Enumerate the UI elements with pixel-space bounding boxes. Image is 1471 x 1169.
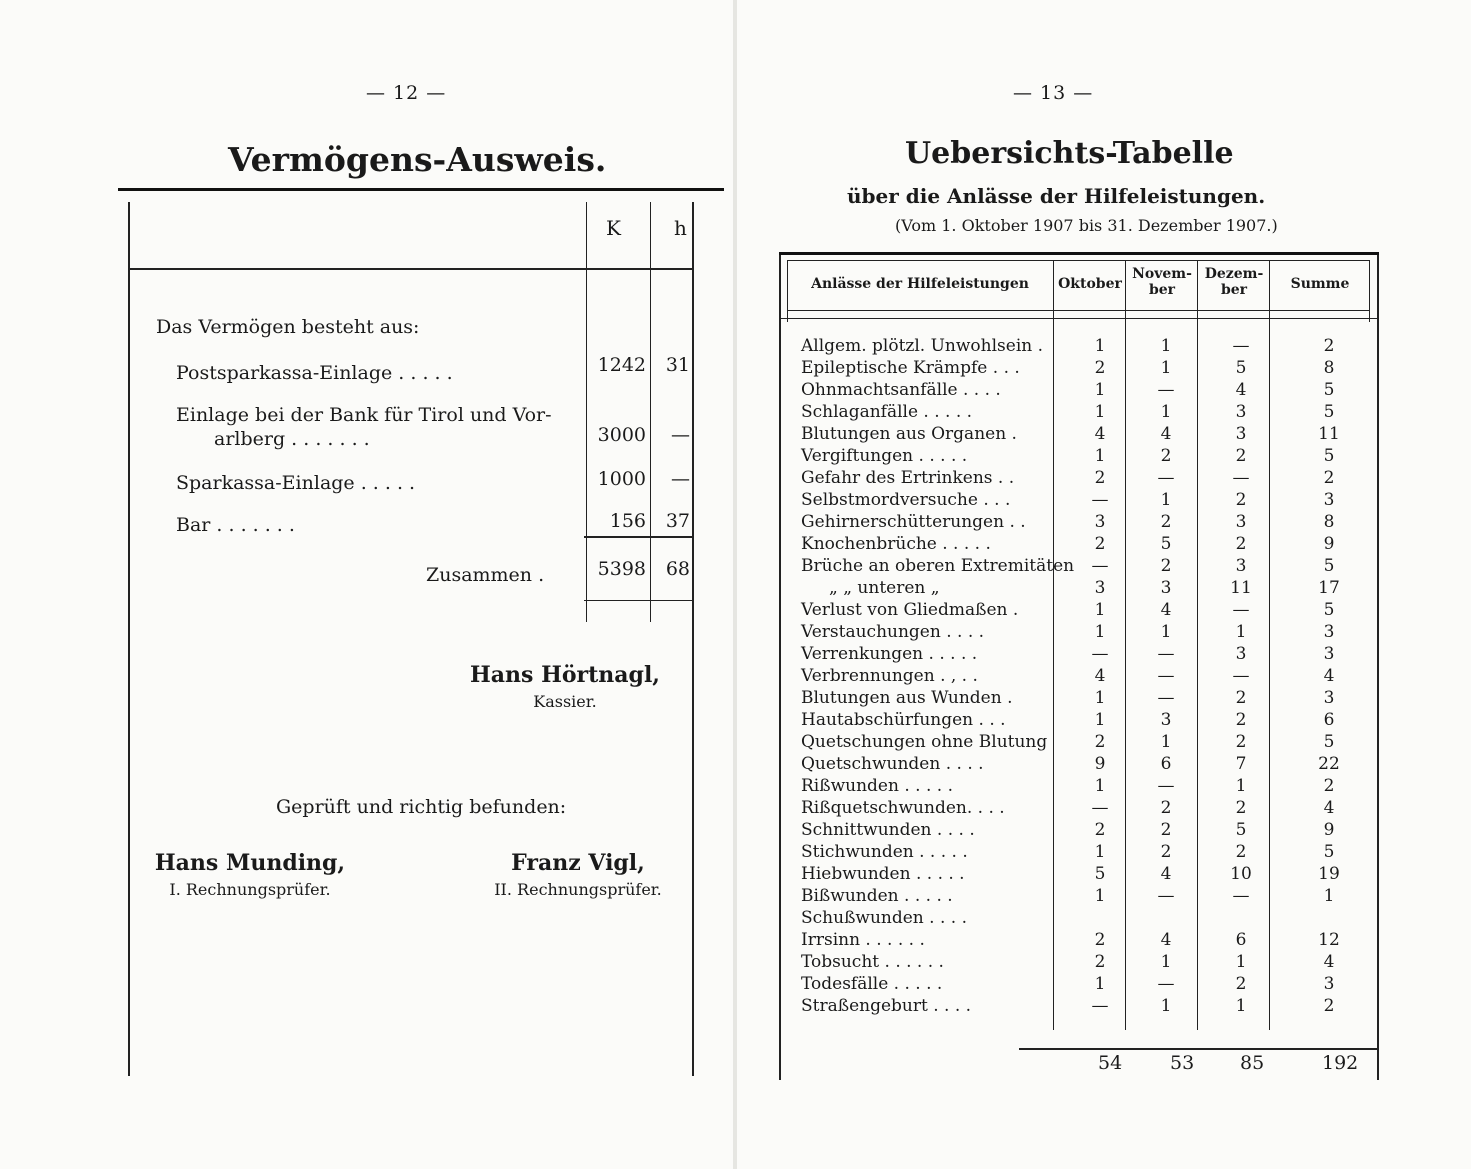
total-sum: 192 [1322,1052,1359,1074]
row-dec: 3 [1235,512,1247,532]
sum-rule-bottom [584,600,694,601]
table-row [779,578,1379,600]
row-dec: 2 [1235,710,1247,730]
row-label: Quetschungen ohne Blutung [801,732,1048,752]
row-oct: 2 [1094,732,1106,752]
assets-statement [118,188,724,1076]
row-label: Verrenkungen . . . . . [801,644,978,664]
table-row [779,490,1379,512]
row-oct: 2 [1094,358,1106,378]
row-nov: — [1157,468,1175,488]
row-label: Tobsucht . . . . . . [801,952,944,972]
row-nov: 2 [1160,798,1172,818]
row-sum: 5 [1323,556,1335,576]
item-h: — [671,468,690,490]
auditor1-signature [140,850,360,899]
table-row [779,798,1379,820]
table-row [779,534,1379,556]
row-sum: 3 [1323,622,1335,642]
row-dec: 7 [1235,754,1247,774]
table-top-rule [779,252,1379,255]
row-dec: 1 [1235,776,1247,796]
row-oct: — [1091,644,1109,664]
row-label: Schußwunden . . . . [801,908,967,928]
row-sum: 2 [1323,776,1335,796]
row-dec: 1 [1235,952,1247,972]
row-oct: 3 [1094,578,1106,598]
row-label: Irrsinn . . . . . . [801,930,925,950]
row-oct: 1 [1094,842,1106,862]
item-h: — [671,424,690,446]
statement-right-border [692,202,694,1076]
row-oct: 1 [1094,336,1106,356]
row-label: Straßengeburt . . . . [801,996,972,1016]
header-sum: Summe [1290,276,1350,292]
row-dec: — [1232,886,1250,906]
item-h: 31 [665,354,690,376]
auditor2-signature [478,850,678,899]
row-sum: 4 [1323,798,1335,818]
table-row [779,402,1379,424]
row-nov: — [1157,886,1175,906]
row-dec: 3 [1235,402,1247,422]
total-k: 5398 [597,558,646,580]
header-top-rule [787,260,1370,261]
row-sum: 3 [1323,490,1335,510]
auditor1-name: Hans Munding, [154,850,346,876]
table-row [779,710,1379,732]
row-label: Brüche an oberen Extremitäten [801,556,1075,576]
row-sum: 3 [1323,644,1335,664]
row-nov: 1 [1160,732,1172,752]
row-nov: 1 [1160,622,1172,642]
row-nov: 4 [1160,930,1172,950]
row-dec: 4 [1235,380,1247,400]
row-nov: — [1157,380,1175,400]
row-nov: 2 [1160,512,1172,532]
row-sum: 8 [1323,512,1335,532]
row-oct: 3 [1094,512,1106,532]
row-dec: 3 [1235,644,1247,664]
item-label: Postsparkassa-Einlage . . . . . [176,362,453,384]
table-row [779,754,1379,776]
row-label: Hautabschürfungen . . . [801,710,1006,730]
row-oct: — [1091,798,1109,818]
header-november [1127,266,1197,298]
header-october: Oktober [1058,276,1122,292]
row-label: Gehirnerschütterungen . . [801,512,1026,532]
row-oct: 2 [1094,930,1106,950]
row-oct: 1 [1094,974,1106,994]
row-nov: 4 [1160,864,1172,884]
left-page [0,0,733,1169]
row-label: Rißwunden . . . . . [801,776,953,796]
row-sum: 8 [1323,358,1335,378]
row-sum: 2 [1323,996,1335,1016]
row-label: Allgem. plötzl. Unwohlsein . [801,336,1044,356]
row-label: Blutungen aus Organen . [801,424,1017,444]
row-label: Todesfälle . . . . . [801,974,943,994]
col-h-header: h [674,216,687,240]
row-nov: 6 [1160,754,1172,774]
total-october: 54 [1098,1052,1123,1074]
row-sum: 5 [1323,380,1335,400]
row-sum: 12 [1318,930,1340,950]
row-oct: 1 [1094,622,1106,642]
header-cause: Anlässe der Hilfeleistungen [811,276,1029,292]
row-dec: 6 [1235,930,1247,950]
total-h: 68 [665,558,690,580]
table-row [779,468,1379,490]
header-inner-left-rule [787,260,788,322]
item-k: 156 [609,510,646,532]
item-k: 3000 [597,424,646,446]
table-row [779,952,1379,974]
reporting-period: (Vom 1. Oktober 1907 bis 31. Dezember 1907.) [895,216,1278,235]
item-k: 1000 [597,468,646,490]
row-dec: 2 [1235,974,1247,994]
row-nov: 1 [1160,336,1172,356]
row-label: Schlaganfälle . . . . . [801,402,973,422]
row-sum: 22 [1318,754,1340,774]
header-december [1199,266,1269,298]
item-label: Sparkassa-Einlage . . . . . [176,472,416,494]
row-label: Ohnmachtsanfälle . . . . [801,380,1001,400]
row-sum: 3 [1323,974,1335,994]
statement-top-rule [118,188,724,191]
row-nov: — [1157,776,1175,796]
row-oct: 1 [1094,380,1106,400]
total-november: 53 [1170,1052,1195,1074]
item-h: 37 [665,510,690,532]
row-oct: 1 [1094,710,1106,730]
row-oct: 4 [1094,424,1106,444]
cashier-role: Kassier. [533,692,597,711]
header-inner-right-rule [1369,260,1370,322]
total-december: 85 [1240,1052,1265,1074]
sum-rule-top [584,536,694,538]
row-sum: 19 [1318,864,1340,884]
row-nov: 1 [1160,490,1172,510]
row-dec: 2 [1235,534,1247,554]
row-dec: 2 [1235,490,1247,510]
row-sum: 6 [1323,710,1335,730]
row-oct: 2 [1094,534,1106,554]
row-oct: 2 [1094,468,1106,488]
header-november-line1: Novem- [1132,266,1192,282]
row-label: Rißquetschwunden. . . . [801,798,1005,818]
row-nov: 1 [1160,996,1172,1016]
right-page-subtitle: über die Anlässe der Hilfeleistungen. [847,184,1266,208]
row-dec: 2 [1235,688,1247,708]
auditor2-role: II. Rechnungsprüfer. [494,880,662,899]
row-oct: 1 [1094,402,1106,422]
row-oct: 4 [1094,666,1106,686]
table-row [779,974,1379,996]
row-sum: 5 [1323,842,1335,862]
row-sum: 5 [1323,732,1335,752]
row-label: Selbstmordversuche . . . [801,490,1011,510]
table-row [779,600,1379,622]
row-sum: 2 [1323,336,1335,356]
row-sum: 5 [1323,446,1335,466]
right-page-title: Uebersichts-Tabelle [905,136,1234,171]
row-nov: 2 [1160,446,1172,466]
k-column-rule [586,202,587,622]
row-oct: — [1091,490,1109,510]
row-dec: — [1232,468,1250,488]
table-row [779,908,1379,930]
row-nov: 2 [1160,556,1172,576]
row-sum: 4 [1323,952,1335,972]
statistics-table [779,252,1385,1080]
table-row [779,930,1379,952]
row-label: Knochenbrüche . . . . . [801,534,991,554]
row-sum: 17 [1318,578,1340,598]
row-label: Bißwunden . . . . . [801,886,953,906]
row-oct: 1 [1094,688,1106,708]
row-dec: 2 [1235,798,1247,818]
table-row [779,622,1379,644]
row-nov: 1 [1160,952,1172,972]
item-label: Bar . . . . . . . [176,514,295,536]
row-nov: 4 [1160,424,1172,444]
header-december-line2: ber [1220,282,1248,298]
row-sum: 1 [1323,886,1335,906]
header-december-line1: Dezem- [1204,266,1264,282]
row-label: Hiebwunden . . . . . [801,864,965,884]
row-label: Verbrennungen . , . . [801,666,978,686]
table-row [779,380,1379,402]
cashier-signature [470,662,660,711]
row-nov: — [1157,974,1175,994]
header-bottom-rule [787,310,1370,311]
row-dec: 5 [1235,820,1247,840]
row-sum: 5 [1323,402,1335,422]
row-dec: 5 [1235,358,1247,378]
row-oct: 2 [1094,952,1106,972]
row-sum: 9 [1323,820,1335,840]
table-row [779,556,1379,578]
table-row [779,776,1379,798]
row-oct: 1 [1094,776,1106,796]
row-dec: 3 [1235,424,1247,444]
row-oct: 2 [1094,820,1106,840]
item-k: 1242 [597,354,646,376]
table-row [779,424,1379,446]
row-oct: 1 [1094,600,1106,620]
auditor1-role: I. Rechnungsprüfer. [169,880,331,899]
table-row [779,336,1379,358]
row-label: Vergiftungen . . . . . [801,446,968,466]
row-label: Schnittwunden . . . . [801,820,975,840]
page-number-right: — 13 — [1013,82,1094,104]
row-oct: 5 [1094,864,1106,884]
header-rule [128,268,694,270]
row-dec: 2 [1235,842,1247,862]
row-sum: 11 [1318,424,1340,444]
row-dec: 3 [1235,556,1247,576]
table-row [779,732,1379,754]
cashier-name: Hans Hörtnagl, [470,662,660,688]
table-row [779,996,1379,1018]
row-oct: 1 [1094,446,1106,466]
header-november-line2: ber [1148,282,1176,298]
page-number-left: — 12 — [366,82,447,104]
row-dec: 10 [1230,864,1252,884]
row-dec: — [1232,600,1250,620]
row-sum: 4 [1323,666,1335,686]
auditor2-name: Franz Vigl, [511,850,645,876]
col-k-header: K [606,216,621,240]
row-oct: 9 [1094,754,1106,774]
row-nov: 3 [1160,578,1172,598]
row-oct: — [1091,996,1109,1016]
table-row [779,886,1379,908]
row-label: „ „ unteren „ [829,578,940,598]
row-dec: 1 [1235,996,1247,1016]
row-dec: — [1232,336,1250,356]
totals-rule [1019,1048,1379,1050]
row-dec: 11 [1230,578,1252,598]
table-row [779,358,1379,380]
row-nov: — [1157,666,1175,686]
audit-note: Geprüft und richtig befunden: [276,796,567,818]
row-label: Epileptische Krämpfe . . . [801,358,1020,378]
table-row [779,644,1379,666]
row-nov: — [1157,688,1175,708]
table-row [779,820,1379,842]
row-nov: 3 [1160,710,1172,730]
row-nov: 5 [1160,534,1172,554]
row-sum: 2 [1323,468,1335,488]
left-page-title: Vermögens-Ausweis. [228,140,607,179]
item-label-continued: arlberg . . . . . . . [214,428,370,450]
table-row [779,842,1379,864]
row-dec: 1 [1235,622,1247,642]
row-dec: 2 [1235,732,1247,752]
row-nov: 1 [1160,358,1172,378]
row-label: Blutungen aus Wunden . [801,688,1013,708]
row-label: Gefahr des Ertrinkens . . [801,468,1015,488]
table-row [779,688,1379,710]
row-label: Stichwunden . . . . . [801,842,968,862]
total-label: Zusammen . [426,564,545,586]
row-nov: 2 [1160,842,1172,862]
h-column-rule [650,202,651,622]
row-oct: 1 [1094,886,1106,906]
header-double-rule [779,318,1379,319]
row-sum: 9 [1323,534,1335,554]
row-label: Verlust von Gliedmaßen . [801,600,1019,620]
item-label: Einlage bei der Bank für Tirol und Vor- [176,404,552,426]
row-label: Quetschwunden . . . . [801,754,984,774]
assets-intro: Das Vermögen besteht aus: [156,316,420,338]
table-row [779,512,1379,534]
row-oct: — [1091,556,1109,576]
row-nov: — [1157,644,1175,664]
row-dec: — [1232,666,1250,686]
row-nov: 2 [1160,820,1172,840]
table-row [779,446,1379,468]
row-dec: 2 [1235,446,1247,466]
table-row [779,666,1379,688]
row-sum: 5 [1323,600,1335,620]
row-label: Verstauchungen . . . . [801,622,985,642]
statement-left-border [128,202,130,1076]
row-nov: 4 [1160,600,1172,620]
row-nov: 1 [1160,402,1172,422]
table-row [779,864,1379,886]
row-sum: 3 [1323,688,1335,708]
